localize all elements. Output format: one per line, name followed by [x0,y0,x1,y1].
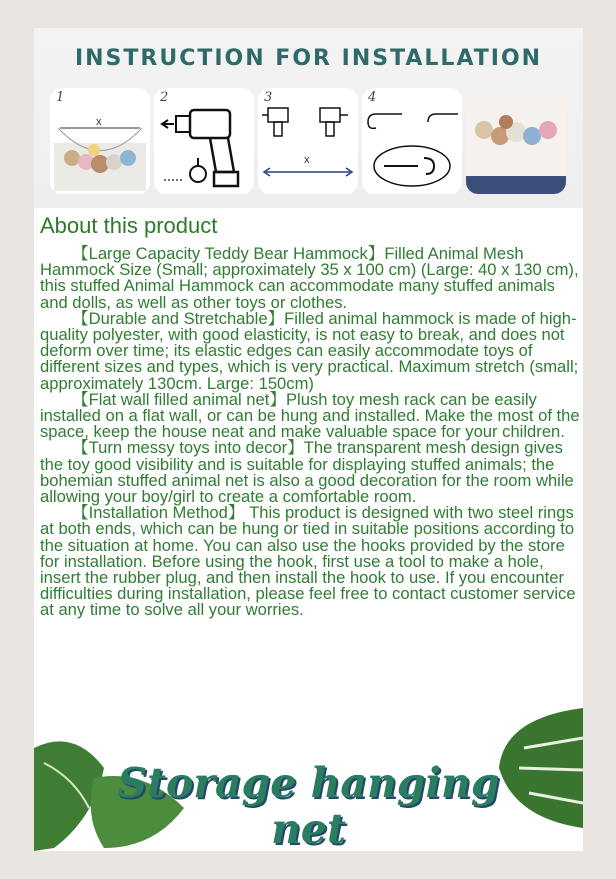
brand-title [34,760,583,851]
instruction-steps [50,88,570,196]
step-number: 3 [264,90,273,105]
feature-paragraph: 【Large Capacity Teddy Bear Hammock】Filled Animal Mesh Hammock Size (Small; approximately 35 x 100 cm) (Large: 40 x 130 cm), this stuffed Animal Hammock can accommodate many stuffed animals and dolls, as well as other toys or clothes. [40,244,579,312]
step-4-hook [362,88,462,194]
section-heading: About this product [40,213,218,238]
width-label: x [304,154,310,166]
feature-paragraph: 【Flat wall filled animal net】Plush toy mesh rack can be easily installed on a flat wall, or can be hung and installed. Make the most of the space, keep the house neat and make valuable space for your children. [40,389,580,442]
hook-detail-icon [362,88,462,194]
step-2-drill [154,88,254,194]
width-label: x [96,116,102,128]
feature-paragraph: 【Turn messy toys into decor】The transparent mesh design gives the toy good visibility and is suitable for displaying stuffed animals; the bohemian stuffed animal net is also a good decoration for the room while allowing your boy/girl to create a comfortable room. [40,438,574,507]
product-description [40,246,580,619]
hammock-result-photo-icon [466,88,566,194]
brand-line-1: Storage hanging [117,759,500,807]
step-1-photo [50,88,150,194]
brand-line-2: net [271,805,346,851]
hammock-photo-icon [50,88,150,194]
step-number: 1 [56,90,65,105]
step-3-measure [258,88,358,194]
step-number: 4 [368,90,377,105]
instruction-banner [34,28,583,208]
instruction-title: INSTRUCTION FOR INSTALLATION [74,46,543,71]
feature-paragraph: 【Durable and Stretchable】Filled animal hammock is made of high-quality polyester, with good elasticity, is not easy to break, and does not deform over time; its elastic edges can easily accommodate toys of different sizes and types, which is very practical. Maximum stretch (small; approximately 130cm. Large: 150cm) [40,308,579,393]
step-number: 2 [160,90,169,105]
feature-paragraph: 【Installation Method】 This product is designed with two steel rings at both ends, which can be hung or tied in suitable positions according to the situation at home. You can also use the hooks provided by the store for installation. Before using the hook, first use a tool to make a hole, insert the rubber plug, and then install the hook to use. If you encounter difficulties during installation, please feel free to contact customer service at any time to solve all your worries. [40,503,576,620]
measure-drill-icon [258,88,358,194]
drill-icon [154,88,254,194]
product-sheet [34,28,583,851]
step-5-result [466,88,566,194]
